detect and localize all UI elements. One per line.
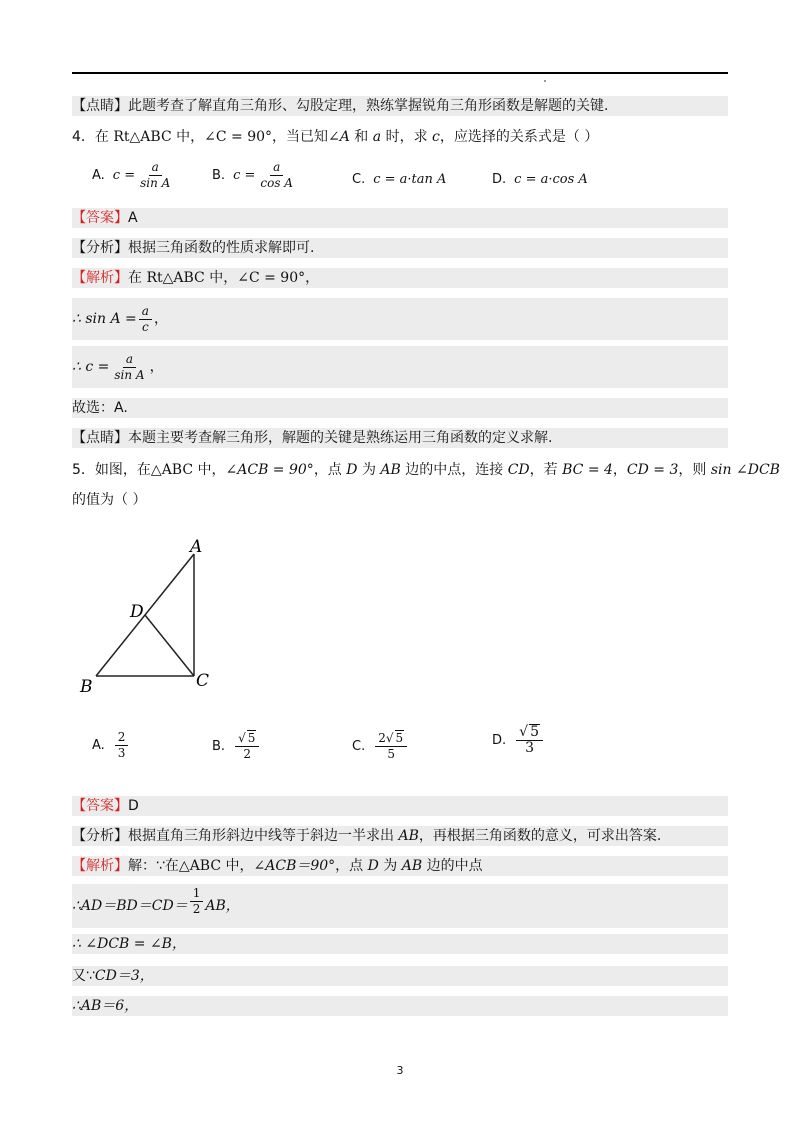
solution-5-step-1: ∴AD＝BD＝CD＝ $\frac{1}{2}$ AB，	[72, 884, 728, 928]
header-dot	[544, 80, 546, 82]
fraction: $\frac{a}{\text{cos A}}$	[260, 160, 293, 190]
solution-5-step-3: 又∵CD＝3，	[72, 966, 728, 986]
analysis-5: 【分析】根据直角三角形斜边中线等于斜边一半求出 AB，再根据三角函数的意义，可求出答案.	[72, 826, 728, 846]
tip-tag: 【点睛】	[72, 98, 128, 114]
header-rule	[72, 72, 728, 74]
triangle-figure	[72, 530, 252, 700]
q4-option-d[interactable]: D. c = a·cos A	[492, 172, 588, 187]
fraction: $\frac{√ 5}{2}$	[235, 730, 259, 762]
fraction: $\frac{a}{\text{sin A}}$	[114, 351, 145, 382]
page-number: 3	[396, 1064, 404, 1077]
q4-option-c[interactable]: C. c = a·tan A	[352, 172, 447, 187]
fraction: $\frac{a}{c}$	[139, 304, 152, 335]
answer-5: 【答案】D	[72, 796, 728, 816]
fraction: $\frac{2}{3}$	[115, 730, 129, 761]
vertex-label-a: A	[190, 537, 203, 557]
q4-option-b[interactable]: B. c = $\frac{a}{\text{cos A}}$	[212, 160, 298, 191]
solution-4-step-2: ∴ c = $\frac{a}{\text{sin A}}$ ，	[72, 346, 728, 388]
fraction: $\frac{2√ 5}{5}$	[375, 730, 407, 762]
vertex-label-c: C	[196, 671, 210, 691]
solution-4-step-1: ∴ sin A = $\frac{a}{c}$ ，	[72, 298, 728, 340]
solution-5: 【解析】解：∵在△ABC 中，∠ACB＝90°，点 D 为 AB 边的中点	[72, 856, 728, 876]
solution-5-step-4: ∴AB＝6，	[72, 996, 728, 1016]
question-5-line-2: 的值为（ ）	[72, 492, 147, 508]
q4-option-a[interactable]: A. c = $\frac{a}{\text{sin A}}$	[92, 160, 175, 191]
analysis-4: 【分析】根据三角函数的性质求解即可.	[72, 238, 728, 258]
tip-text: 此题考查了解直角三角形、勾股定理，熟练掌握锐角三角形函数是解题的关键.	[128, 98, 609, 114]
question-4: 4．在 Rt△ABC 中，∠C = 90°，当已知∠A 和 a 时，求 c，应选择的关系式是（ ）	[72, 129, 599, 145]
vertex-label-b: B	[80, 677, 93, 697]
question-5: 5．如图，在△ABC 中，∠ACB = 90°，点 D 为 AB 边的中点，连接 CD，若 BC = 4，CD = 3，则 sin ∠DCB	[72, 462, 780, 478]
fraction: $\frac{a}{\text{sin A}}$	[140, 160, 171, 190]
solution-4-choose: 故选：A.	[72, 398, 728, 418]
q5-option-c[interactable]: C. $\frac{2√ 5}{5}$	[352, 730, 409, 762]
answer-4: 【答案】A	[72, 208, 728, 228]
q5-option-a[interactable]: A. $\frac{2}{3}$	[92, 730, 130, 761]
solution-4: 【解析】在 Rt△ABC 中，∠C = 90°，	[72, 268, 728, 288]
q5-option-b[interactable]: B. $\frac{√ 5}{2}$	[212, 730, 261, 762]
tip-4: 【点睛】本题主要考查解三角形，解题的关键是熟练运用三角函数的定义求解.	[72, 428, 728, 448]
q5-option-d[interactable]: D. $\frac{√ 5}{3}$	[492, 724, 545, 756]
solution-5-step-2: ∴ ∠DCB = ∠B，	[72, 934, 728, 954]
fraction: $\frac{1}{2}$	[190, 886, 204, 917]
fraction: $\frac{√ 5}{3}$	[516, 724, 543, 756]
vertex-label-d: D	[130, 602, 144, 622]
tip-previous	[72, 96, 728, 116]
